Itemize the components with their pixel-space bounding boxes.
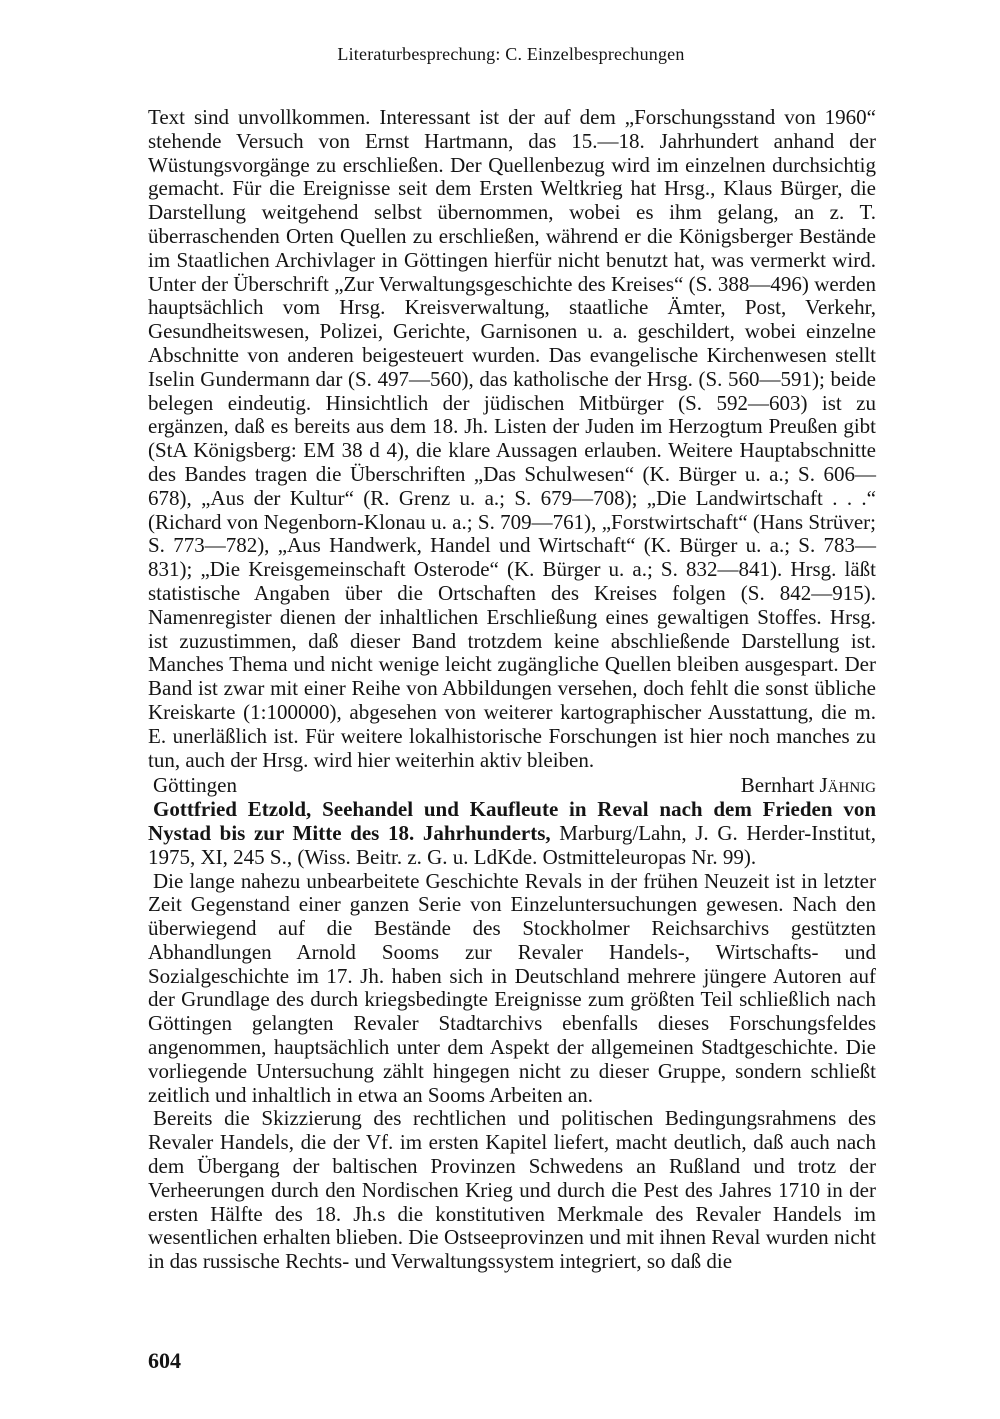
review-2-heading [148, 798, 876, 869]
page-number: 604 [148, 1348, 181, 1373]
signature-reviewer [741, 774, 876, 798]
review-2-paragraph-1: Die lange nahezu unbearbeitete Geschichte Revals in der frühen Neuzeit ist in letzter Zeit Gegenstand einer ganzen Serie von Einzeluntersuchungen gewesen. Nach den überwiegend auf die Bestände des Stockholmer Reichsarchivs gestützten Abhandlungen Arnold Sooms zur Revaler Handels-, Wirtschafts- und Sozialgeschichte im 17. Jh. haben sich in Deutschland mehrere jüngere Autoren auf der Grundlage des durch kriegsbedingte Ereignisse zum größten Teil schließlich nach Göttingen gelangten Revaler Stadtarchivs ebenfalls dieses Forschungsfeldes angenommen, hauptsächlich unter dem Aspekt der allgemeinen Stadtgeschichte. Die vorliegende Untersuchung zählt hingegen nicht zu dieser Gruppe, sondern schließt zeitlich und inhaltlich in etwa an Sooms Arbeiten an. [148, 868, 876, 1107]
review-2-bibliographic: Marburg/Lahn, J. G. Herder-Institut, 1975, XI, 245 S., (Wiss. Beitr. z. G. u. LdKde. Ostmitteleuropas Nr. 99). [148, 820, 876, 869]
page-body [148, 106, 876, 1274]
reviewer-first-name: Bernhart [740, 773, 815, 798]
review-1-signature [148, 774, 876, 798]
reviewer-last-name: Jähnig [819, 773, 876, 798]
review-2-paragraph-2: Bereits die Skizzierung des rechtlichen und politischen Bedingungsrahmens des Revaler Handels, die der Vf. im ersten Kapitel liefert, macht deutlich, daß auch nach dem Übergang der baltischen Provinzen Schwedens an Rußland und trotz der Verheerungen durch den Nordischen Krieg und durch die Pest des Jahres 1710 in der ersten Hälfte des 18. Jh.s die konstitutiven Merkmale des Revaler Handels im wesentlichen erhalten blieben. Die Ostseeprovinzen und mit ihnen Reval wurden nicht in das russische Rechts- und Verwaltungssystem integriert, so daß die [148, 1106, 876, 1274]
signature-place: Göttingen [153, 773, 237, 798]
review-2-title: Gottfried Etzold, Seehandel und Kaufleute in Reval nach dem Frieden von Nystad bis zur Mitte des 18. Jahrhunderts, [148, 797, 876, 845]
running-header: Literaturbesprechung: C. Einzelbesprechungen [337, 44, 685, 64]
review-1-text: Text sind unvollkommen. Interessant ist der auf dem „Forschungsstand von 1960“ stehende Versuch von Ernst Hartmann, das 15.—18. Jahrhundert anhand der Wüstungsvorgänge zu erschließen. Der Quellenbezug wird im einzelnen durchsichtig gemacht. Für die Ereignisse seit dem Ersten Weltkrieg hat Hrsg., Klaus Bürger, die Darstellung weitgehend selbst übernommen, wobei es ihm gelang, an z. T. überraschenden Orten Quellen zu erschließen, während er die Königsberger Bestände im Staatlichen Archivlager in Göttingen hierfür nicht benutzt hat, was vermerkt wird. Unter der Überschrift „Zur Verwaltungsgeschichte des Kreises“ (S. 388—496) werden hauptsächlich vom Hrsg. Kreisverwaltung, staatliche Ämter, Post, Verkehr, Gesundheitswesen, Polizei, Gerichte, Garnisonen u. a. geschildert, wobei einzelne Abschnitte von anderen beigesteuert wurden. Das evangelische Kirchenwesen stellt Iselin Gundermann dar (S. 497—560), das katholische der Hrsg. (S. 560—591); beide belegen eindeutig. Hinsichtlich der jüdischen Mitbürger (S. 592—603) ist zu ergänzen, daß es bereits aus dem 18. Jh. Listen der Juden im Herzogtum Preußen gibt (StA Königsberg: EM 38 d 4), die klare Aussagen erlauben. Weitere Hauptabschnitte des Bandes tragen die Überschriften „Das Schulwesen“ (K. Bürger u. a.; S. 606—678), „Aus der Kultur“ (R. Grenz u. a.; S. 679—708); „Die Landwirtschaft . . .“ (Richard von Negenborn-Klonau u. a.; S. 709—761), „Forstwirtschaft“ (Hans Strüver; S. 773—782), „Aus Handwerk, Handel und Wirtschaft“ (K. Bürger u. a.; S. 783—831); „Die Kreisgemeinschaft Osterode“ (K. Bürger u. a.; S. 832—841). Hrsg. läßt statistische Angaben über die Ortschaften des Kreises folgen (S. 842—915). Namenregister dienen der inhaltlichen Erschließung eines gewaltigen Stoffes. Hrsg. ist zuzustimmen, daß dieser Band trotzdem keine abschließende Darstellung ist. Manches Thema und nicht wenige leicht zugängliche Quellen bleiben ausgespart. Der Band ist zwar mit einer Reihe von Abbildungen versehen, doch fehlt die sonst übliche Kreiskarte (1:100000), abgesehen von weiterer kartographischer Ausstattung, die m. E. unerläßlich ist. Für weitere lokalhistorische Forschungen ist hier noch manches zu tun, auch der Hrsg. wird hier weiterhin aktiv bleiben. [148, 105, 876, 772]
